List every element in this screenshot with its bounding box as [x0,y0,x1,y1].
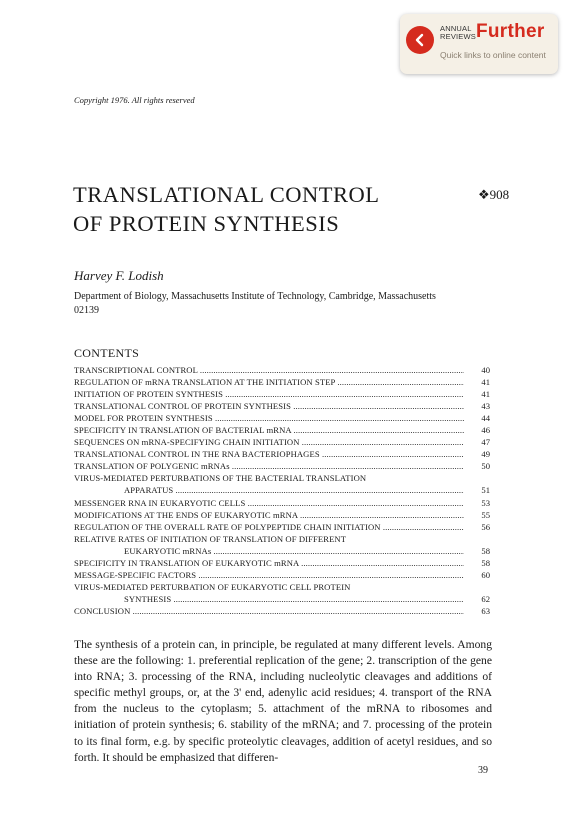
quick-links-label[interactable]: Quick links to online content [440,50,546,60]
toc-entry-title: CONCLUSION ..... [74,605,464,617]
toc-entry-title: VIRUS-MEDIATED PERTURBATION OF EUKARYOTIC CELL PROTEIN [74,581,351,592]
toc-entry [74,412,490,424]
toc-entry-page: 40 [464,364,490,376]
toc-entry [74,460,490,472]
toc-entry-page: 46 [464,424,490,436]
toc-entry-page: 63 [464,605,490,617]
further-badge[interactable] [400,14,558,74]
toc-entry-page: 53 [464,497,490,509]
toc-entry-title: SPECIFICITY IN TRANSLATION OF BACTERIAL mRNA ..... [74,424,464,436]
toc-entry-page: 49 [464,448,490,460]
author-affiliation: Department of Biology, Massachusetts Institute of Technology, Cambridge, Massachusetts 02139 [74,291,436,316]
reviews-label: REVIEWS [440,32,476,41]
toc-entry [74,569,490,581]
toc-entry-title: MODIFICATIONS AT THE ENDS OF EUKARYOTIC mRNA ..... [74,509,464,521]
toc-entry [74,376,490,388]
annual-reviews-logo [440,25,476,41]
toc-entry-page: 60 [464,569,490,581]
toc-entry [74,557,490,569]
toc-entry-title: TRANSLATION OF POLYGENIC mRNAs ..... [74,460,464,472]
toc-entry-page: 50 [464,460,490,472]
toc-entry-title: TRANSCRIPTIONAL CONTROL ..... [74,364,464,376]
toc-entry-page: 41 [464,388,490,400]
toc-entry-title: MESSENGER RNA IN EUKARYOTIC CELLS ..... [74,497,464,509]
article-code: ❖908 [478,187,510,202]
body-paragraph: The synthesis of a protein can, in principle, be regulated at many different levels. Among these are the following: 1. preferential replication of the gene; 2. transcription of the gene into RNA; 3. processing of the RNA, including nucleolytic cleavages and additions of specific methyl groups, or, at the 3' end, adenylic acid residues; 4. transport of the RNA from the nucleus to the cytoplasm; 5. attachment of the mRNA to ribosomes and initiation of protein synthesis; 6. stability of the mRNA; and 7. processing of the protein to its final form, e.g. by specific proteolytic cleavages, addition of acetyl residues, and so forth. It should be emphasized that differen- [74,638,492,764]
toc-entry [74,448,490,460]
toc-entry-page: 51 [464,484,490,496]
toc-entry-title: INITIATION OF PROTEIN SYNTHESIS ..... [74,388,464,400]
toc-entry-page: 55 [464,509,490,521]
toc-entry [74,400,490,412]
toc-entry-page: 43 [464,400,490,412]
author-name: Harvey F. Lodish [74,268,164,283]
page-number: 39 [478,765,488,776]
copyright-notice: Copyright 1976. All rights reserved [74,95,195,105]
toc-entry [74,605,490,617]
further-label: Further [476,21,545,42]
toc-entry-page: 47 [464,436,490,448]
toc-entry-title: RELATIVE RATES OF INITIATION OF TRANSLATION OF DIFFERENT [74,533,347,544]
toc-entry-title: TRANSLATIONAL CONTROL IN THE RNA BACTERIOPHAGES ..... [74,448,464,460]
contents-heading: CONTENTS [74,346,140,360]
title-line-1: TRANSLATIONAL CONTROL [73,182,380,207]
toc-entry-title: MESSAGE-SPECIFIC FACTORS ..... [74,569,464,581]
toc-entry [74,436,490,448]
toc-entry-title-continued: EUKARYOTIC mRNAs ..... [74,545,464,557]
chevron-left-icon [413,33,427,47]
toc-entry-title-continued: SYNTHESIS ..... [74,593,464,605]
toc-entry [74,424,490,436]
toc-entry [74,509,490,521]
annual-label: ANNUAL [440,24,472,33]
toc-entry-page: 58 [464,545,490,557]
toc-entry-page: 58 [464,557,490,569]
toc-entry-page: 62 [464,593,490,605]
toc-entry-title: REGULATION OF mRNA TRANSLATION AT THE INITIATION STEP ..... [74,376,464,388]
toc-entry [74,497,490,509]
table-of-contents [74,364,490,617]
toc-entry [74,472,490,496]
toc-entry-page: 41 [464,376,490,388]
expand-icon[interactable] [406,26,434,54]
title-line-2: OF PROTEIN SYNTHESIS [73,211,340,236]
toc-entry [74,533,490,557]
toc-entry-page: 44 [464,412,490,424]
toc-entry-title: REGULATION OF THE OVERALL RATE OF POLYPEPTIDE CHAIN INITIATION ..... [74,521,464,533]
toc-entry [74,388,490,400]
toc-entry [74,581,490,605]
toc-entry-title: MODEL FOR PROTEIN SYNTHESIS ..... [74,412,464,424]
toc-entry-page: 56 [464,521,490,533]
toc-entry-title-continued: APPARATUS ..... [74,484,464,496]
toc-entry [74,521,490,533]
toc-entry-title: SEQUENCES ON mRNA-SPECIFYING CHAIN INITIATION ..... [74,436,464,448]
toc-entry [74,364,490,376]
toc-entry-title: SPECIFICITY IN TRANSLATION OF EUKARYOTIC mRNA ..... [74,557,464,569]
article-title [73,180,380,238]
toc-entry-title: TRANSLATIONAL CONTROL OF PROTEIN SYNTHESIS ..... [74,400,464,412]
toc-entry-title: VIRUS-MEDIATED PERTURBATIONS OF THE BACTERIAL TRANSLATION [74,473,367,484]
